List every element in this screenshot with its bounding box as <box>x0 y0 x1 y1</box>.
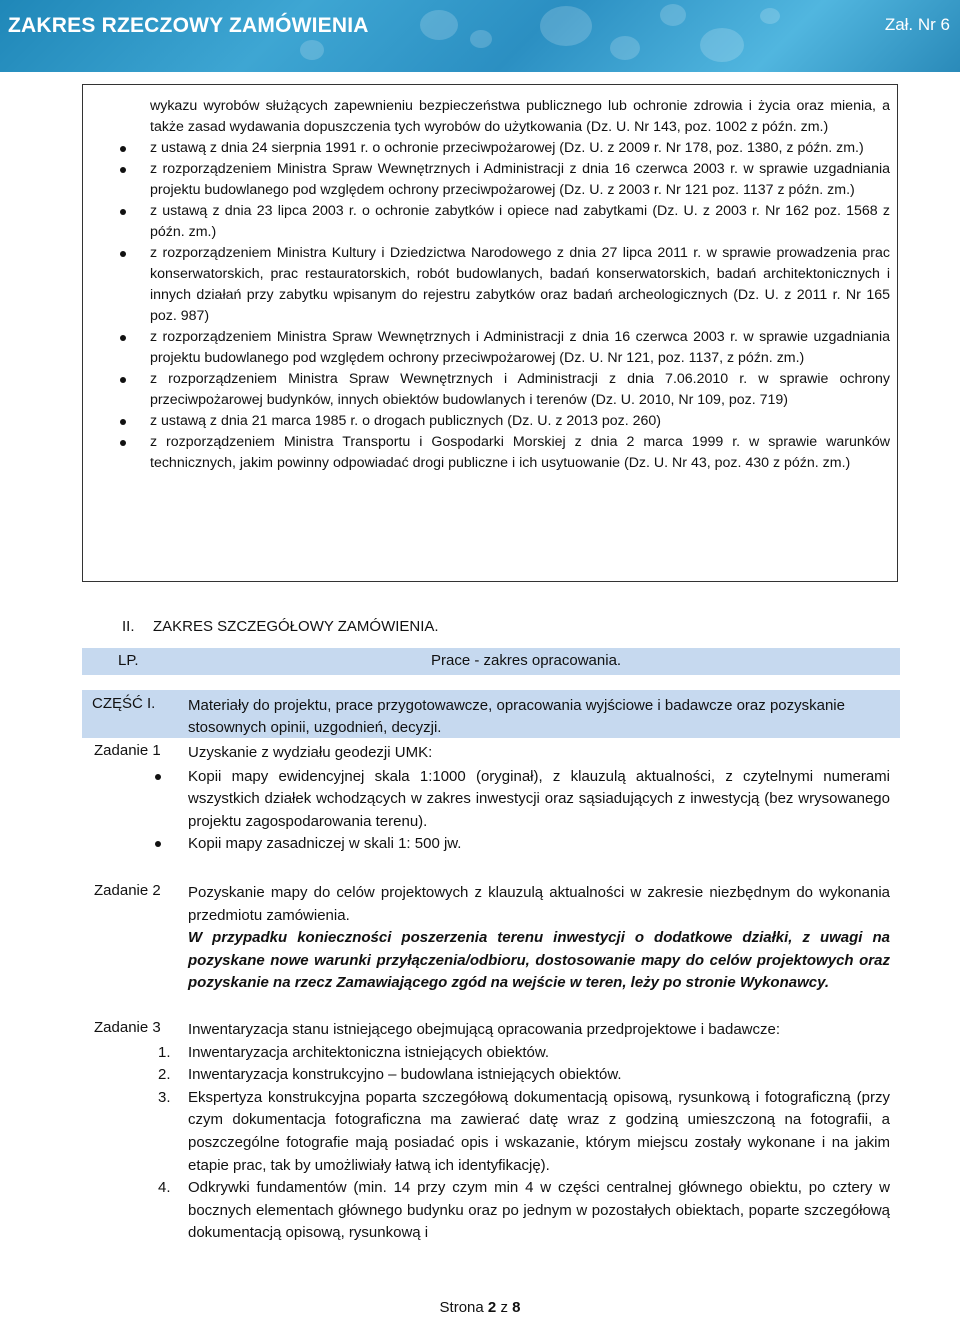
list-item <box>150 96 890 138</box>
decorative-bubble <box>420 10 458 40</box>
column-header-work: Prace - zakres opracowania. <box>431 652 622 669</box>
bullet-icon <box>120 209 126 215</box>
list-item-text: z rozporządzeniem Ministra Transportu i Gospodarki Morskiej z dnia 2 marca 1999 r. w sprawie warunków technicznych, jakim powinny odpowiadać drogi publiczne i ich usytuowanie (Dz. U. Nr 43, poz. 430 z późn. zm.) <box>150 434 890 471</box>
part-one-row <box>82 690 900 738</box>
task-3-label: Zadanie 3 <box>94 1019 161 1036</box>
decorative-bubble <box>610 36 640 60</box>
list-item-number: 2. <box>158 1066 171 1084</box>
list-item <box>150 369 890 411</box>
list-item-text: z rozporządzeniem Ministra Spraw Wewnętrznych i Administracji z dnia 7.06.2010 r. w sprawie ochrony przeciwpożarowej budynków, innych obiektów budowlanych i terenów (Dz. U. 2010, Nr 109, poz. 719) <box>150 371 890 408</box>
list-item <box>188 833 890 856</box>
bullet-icon <box>120 440 126 446</box>
list-item-number: 3. <box>158 1088 171 1106</box>
decorative-bubble <box>760 8 780 24</box>
decorative-bubble <box>540 6 592 46</box>
list-item <box>188 766 890 834</box>
task-2-body <box>188 882 890 995</box>
decorative-bubble <box>700 28 744 62</box>
list-item <box>158 1177 890 1245</box>
task-2-emphasis: W przypadku konieczności poszerzenia terenu inwestycji o dodatkowe działki, z uwagi na pozyskane nowe warunki przyłączenia/odbioru, dostosowanie mapy do celów projektowych oraz pozyskanie na rzecz Zamawiającego zgód na wejście w teren, leży po stronie Wykonawcy. <box>188 929 890 992</box>
decorative-bubble <box>300 40 324 60</box>
page-footer <box>0 1299 960 1316</box>
bullet-icon <box>120 146 126 152</box>
page-header-banner <box>0 0 960 72</box>
list-item-text: Ekspertyza konstrukcyjna poparta szczegółową dokumentacją opisową, rysunkową i fotograficzną (przy czym dokumentacja fotograficzna ma zawierać datę wraz z godziną umieszczoną na fotografii, a poszczególne fotografie mają posiadać opis i wskazanie, którym miejscu zostały wykonane i na jakim etapie prac, tak by umożliwiały łatwą ich identyfikację). <box>188 1088 890 1174</box>
list-item <box>158 1064 890 1087</box>
decorative-bubble <box>470 30 492 48</box>
footer-page-number: 2 <box>487 1299 497 1316</box>
list-item-text: z ustawą z dnia 24 sierpnia 1991 r. o ochronie przeciwpożarowej (Dz. U. z 2009 r. Nr 178, poz. 1380, z późn. zm.) <box>150 140 864 156</box>
list-item <box>150 432 890 474</box>
bullet-icon <box>120 167 126 173</box>
section-title: ZAKRES SZCZEGÓŁOWY ZAMÓWIENIA. <box>153 618 439 635</box>
list-item-text: wykazu wyrobów służących zapewnieniu bezpieczeństwa publicznego lub ochronie zdrowia i życia oraz mienia, a także zasad wydawania dopuszczenia tych wyrobów do użytkowania (Dz. U. Nr 143, poz. 1002 z późn. zm.) <box>150 98 890 135</box>
section-heading <box>122 618 439 635</box>
bullet-icon <box>120 419 126 425</box>
bullet-icon <box>155 774 161 780</box>
list-item-text: Kopii mapy ewidencyjnej skala 1:1000 (oryginał), z klauzulą aktualności, z czytelnymi numerami wszystkich działek wchodzących w zakres inwestycji oraz sąsiadujących z inwestycją (bez wrysowanego projektu zagospodarowania terenu). <box>188 767 890 830</box>
document-title: ZAKRES RZECZOWY ZAMÓWIENIA <box>8 14 369 37</box>
list-item <box>150 138 890 159</box>
list-item-text: z ustawą z dnia 23 lipca 2003 r. o ochronie zabytków i opiece nad zabytkami (Dz. U. z 2003 r. Nr 162 poz. 1568 z późn. zm.) <box>150 203 890 240</box>
section-number: II. <box>122 618 135 635</box>
list-item-text: z ustawą z dnia 21 marca 1985 r. o drogach publicznych (Dz. U. z 2013 poz. 260) <box>150 413 662 429</box>
list-item-text: z rozporządzeniem Ministra Spraw Wewnętrznych i Administracji z dnia 16 czerwca 2003 r. w sprawie uzgadniania projektu budowlanego pod względem ochrony przeciwpożarowej (Dz. U. Nr 121, poz. 1137, z późn. zm.) <box>150 329 890 366</box>
bullet-icon <box>120 335 126 341</box>
part-label: CZĘŚĆ I. <box>92 695 156 712</box>
task-1-body <box>188 742 890 856</box>
list-item-text: Inwentaryzacja architektoniczna istniejących obiektów. <box>188 1043 550 1061</box>
part-description: Materiały do projektu, prace przygotowawcze, opracowania wyjściowe i badawcze oraz pozyskanie stosownych opinii, uzgodnień, decyzji. <box>188 697 845 736</box>
footer-prefix: Strona <box>439 1299 484 1316</box>
list-item-text: z rozporządzeniem Ministra Spraw Wewnętrznych i Administracji z dnia 16 czerwca 2003 r. w sprawie uzgadniania projektu budowlanego pod względem ochrony przeciwpożarowej (Dz. U. z 2003 r. Nr 121 poz. 1137 z późn. zm.) <box>150 161 890 198</box>
task-1-intro: Uzyskanie z wydziału geodezji UMK: <box>188 744 433 761</box>
list-item <box>150 327 890 369</box>
list-item-number: 1. <box>158 1043 171 1061</box>
bullet-icon <box>120 251 126 257</box>
list-item-number: 4. <box>158 1179 171 1197</box>
task-1-label: Zadanie 1 <box>94 742 161 759</box>
bullet-icon <box>155 841 161 847</box>
list-item <box>158 1042 890 1065</box>
list-item-text: z rozporządzeniem Ministra Kultury i Dziedzictwa Narodowego z dnia 27 lipca 2011 r. w sprawie prowadzenia prac konserwatorskich, prac restauratorskich, robót budowlanych, badań konserwatorskich, badań architektonicznych i innych działań przy zabytku wpisanym do rejestru zabytków oraz badań archeologicznych (Dz. U. z 2011 r. Nr 165 poz. 987) <box>150 245 890 324</box>
list-item <box>150 411 890 432</box>
list-item <box>158 1087 890 1177</box>
footer-total-pages: 8 <box>512 1299 521 1316</box>
list-item <box>150 159 890 201</box>
task-3-intro: Inwentaryzacja stanu istniejącego obejmującą opracowania przedprojektowe i badawcze: <box>188 1021 781 1038</box>
decorative-bubble <box>660 4 686 26</box>
task-2-label: Zadanie 2 <box>94 882 161 899</box>
list-item-text: Odkrywki fundamentów (min. 14 przy czym min 4 w części centralnej głównego obiektu, po cztery w bocznych elementach głównego budynku oraz po jednym w pozostałych obiektach, poparte szczegółową dokumentacją opisową, rysunkową i <box>188 1179 890 1242</box>
task-3-body <box>158 1019 890 1245</box>
list-item-text: Kopii mapy zasadniczej w skali 1: 500 jw. <box>188 835 462 853</box>
footer-of: z <box>500 1299 508 1316</box>
task-2-text: Pozyskanie mapy do celów projektowych z klauzulą aktualności w zakresie niezbędnym do wykonania przedmiotu zamówienia. <box>188 884 890 924</box>
list-item-text: Inwentaryzacja konstrukcyjno – budowlana istniejących obiektów. <box>188 1066 622 1084</box>
legal-references-list <box>150 96 890 474</box>
table-header-row <box>82 648 900 675</box>
attachment-number: Zał. Nr 6 <box>884 15 950 34</box>
list-item <box>150 243 890 327</box>
list-item <box>150 201 890 243</box>
bullet-icon <box>120 377 126 383</box>
column-header-lp: LP. <box>118 652 139 669</box>
